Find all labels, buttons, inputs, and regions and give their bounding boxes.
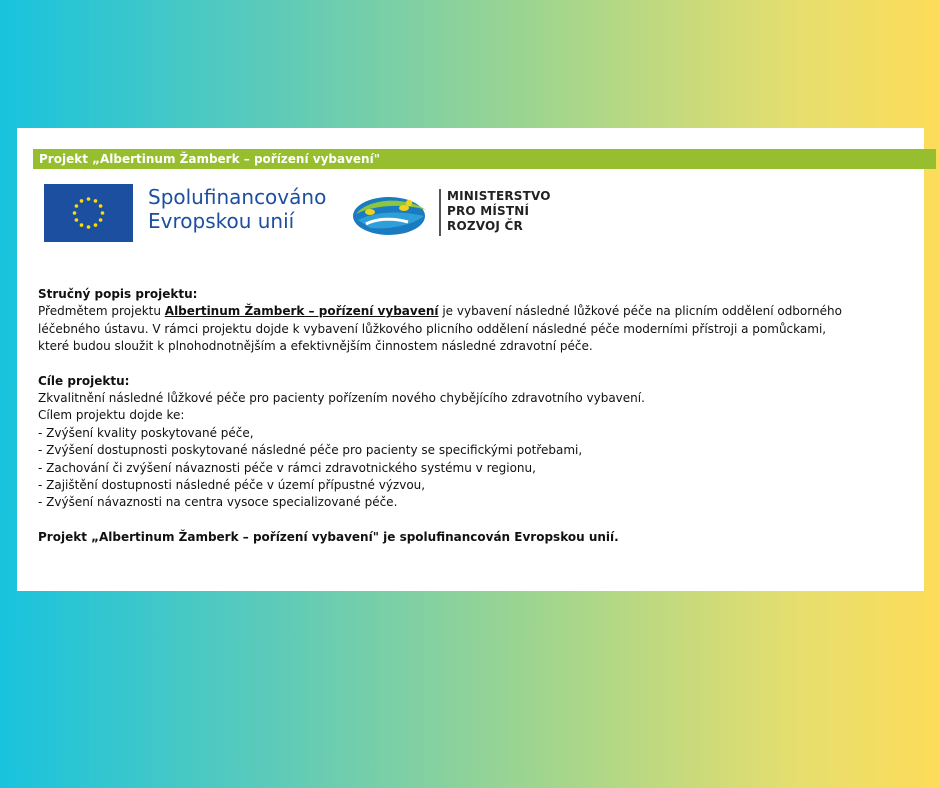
description-line1-rest: je vybavení následné lůžkové péče na plicním oddělení odborného [438,304,842,319]
description-line1 [38,303,918,320]
goal-item: - Zachování či zvýšení návaznosti péče v rámci zdravotnického systému v regionu, [38,460,536,475]
description-intro: Předmětem projektu [38,304,165,319]
goal-item: - Zajištění dostupnosti následné péče v území přípustné výzvou, [38,478,426,493]
mmr-line1: MINISTERSTVO [447,189,551,203]
mmr-logo-icon [348,190,430,238]
project-title: Projekt „Albertinum Žamberk – pořízení vybavení" [39,152,380,166]
project-name-link[interactable]: Albertinum Žamberk – pořízení vybavení [164,304,439,319]
goal-item: - Zvýšení návaznosti na centra vysoce specializované péče. [38,495,398,510]
description-heading: Stručný popis projektu: [38,287,198,301]
description-line3: které budou sloužit k plnohodnotnějším a efektivnějším činnostem následné zdravotní péče. [38,339,593,354]
goals-line1: Zkvalitnění následné lůžkové péče pro pacienty pořízením nového chybějícího zdravotního vybavení. [38,391,645,406]
goals-heading: Cíle projektu: [38,373,130,388]
mmr-name [447,189,551,234]
description-line2: léčebného ústavu. V rámci projektu dojde k vybavení lůžkového plicního oddělení následné péče moderními přístroji a pomůckami, [38,321,827,336]
eu-text-line1: Spolufinancováno [148,185,327,209]
goal-item: - Zvýšení kvality poskytované péče, [38,425,254,440]
cofinancing-statement: Projekt „Albertinum Žamberk – pořízení vybavení" je spolufinancován Evropskou unií. [38,529,619,544]
eu-text-line2: Evropskou unií [148,209,295,233]
project-title-bar [33,149,936,169]
goal-item: - Zvýšení dostupnosti poskytované následné péče pro pacienty se specifickými potřebami, [38,443,583,458]
mmr-line2: PRO MÍSTNÍ [447,204,530,218]
goals-line2: Cílem projektu dojde ke: [38,408,185,423]
eu-flag-icon [44,184,133,242]
mmr-separator [439,189,441,236]
eu-cofinanced-text [148,185,326,233]
project-content [38,286,918,546]
mmr-line3: ROZVOJ ČR [447,219,523,233]
